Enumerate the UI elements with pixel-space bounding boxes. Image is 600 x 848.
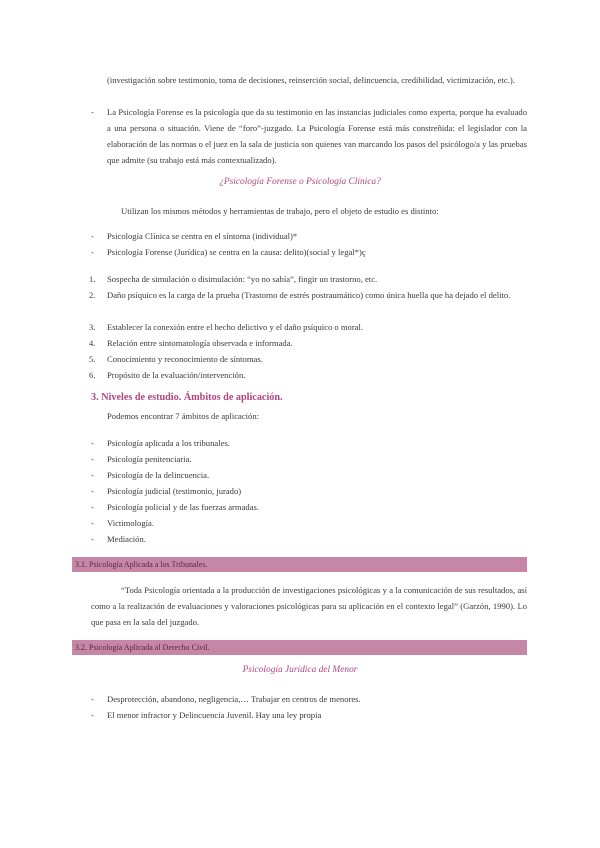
numbered-item: Propósito de la evaluación/intervención. [107,370,246,380]
comparison-title: ¿Psicología Forense o Psicología Clínica? [219,177,381,187]
section-heading: 3. Niveles de estudio. Ámbitos de aplicación. [91,392,283,403]
section-band-label: 3.2. Psicología Aplicada al Derecho Civil. [75,643,210,652]
bullet-marker: - [91,231,94,241]
section-band-3-1 [72,557,527,572]
bullet-marker: - [91,710,94,720]
section-band-3-2 [72,640,527,655]
menor-item: Desprotección, abandono, negligencia,… Trabajar en centros de menores. [107,694,361,704]
levels-lead: Podemos encontrar 7 ámbitos de aplicación: [107,411,260,421]
levels-item: Psicología judicial (testimonio, jurado) [107,486,242,496]
bullet-marker: - [91,534,94,544]
levels-item: Victimología. [107,518,154,528]
bullet-marker: - [91,247,94,257]
comparison-lead: Utilizan los mismos métodos y herramientas de trabajo, pero el objeto de estudio es distinto: [121,206,439,216]
levels-item: Psicología policial y de las fuerzas armadas. [107,502,260,512]
menor-subtitle: Psicología Jurídica del Menor [242,665,358,675]
levels-item: Psicología de la delincuencia. [107,470,210,480]
bullet-marker: - [91,438,94,448]
bullet-marker: - [91,470,94,480]
menor-item: El menor infractor y Delincuencia Juvenil. Hay una ley propia [107,710,322,720]
list-number: 2. [89,290,96,300]
levels-item: Mediación. [107,534,146,544]
forense-paragraph: La Psicología Forense es la psicología que da su testimonio en las instancias judiciales como experta, porque ha evaluado a una persona o situación. Viene de “foro”-juzgado. La Psicología Forense está más constreñida: el legislador con la elaboración de las normas o el juez en la sala de justicia son quienes van marcando los pasos del psicólogo/a y las pruebas que admite (su trabajo está más contextualizado). [107,107,528,165]
levels-item: Psicología aplicada a los tribunales. [107,438,230,448]
list-number: 6. [89,370,96,380]
bullet-marker: - [91,486,94,496]
list-number: 3. [89,322,96,332]
list-number: 5. [89,354,96,364]
bullet-marker: - [91,502,94,512]
numbered-item: Relación entre sintomatología observada e informada. [107,338,293,348]
bullet-marker: - [91,694,94,704]
list-number: 1. [89,274,96,284]
section-3-1-quote: “Toda Psicología orientada a la producción de investigaciones psicológicas y a la comunicación de sus resultados, así como a la realización de evaluaciones y valoraciones psicológicas para su aplicación en el contexto legal” (Garzón, 1990). Lo que pasa en la sala del juzgado. [91,585,527,627]
bullet-marker: - [91,454,94,464]
numbered-item: Daño psíquico es la carga de la prueba (Trastorno de estrés postraumático) como única huella que ha dejado el delito. [107,290,511,300]
bullet-marker: - [91,518,94,528]
intro-continuation: (investigación sobre testimonio, toma de decisiones, reinserción social, delincuencia, credibilidad, victimización, etc.). [107,75,515,85]
levels-item: Psicología penitenciaria. [107,454,192,464]
bullet-marker: - [91,107,94,117]
comparison-item: Psicología Clínica se centra en el síntoma (individual)* [107,231,298,241]
numbered-item: Conocimiento y reconocimiento de síntomas. [107,354,263,364]
numbered-item: Establecer la conexión entre el hecho delictivo y el daño psíquico o moral. [107,322,364,332]
list-number: 4. [89,338,96,348]
comparison-item: Psicología Forense (Jurídica) se centra en la causa: delito)(social y legal*)ç [107,247,366,257]
numbered-item: Sospecha de simulación o disimulación: “yo no sabía”, fingir un trastorno, etc. [107,274,378,284]
section-band-label: 3.1. Psicología Aplicada a los Tribunales. [75,560,208,569]
